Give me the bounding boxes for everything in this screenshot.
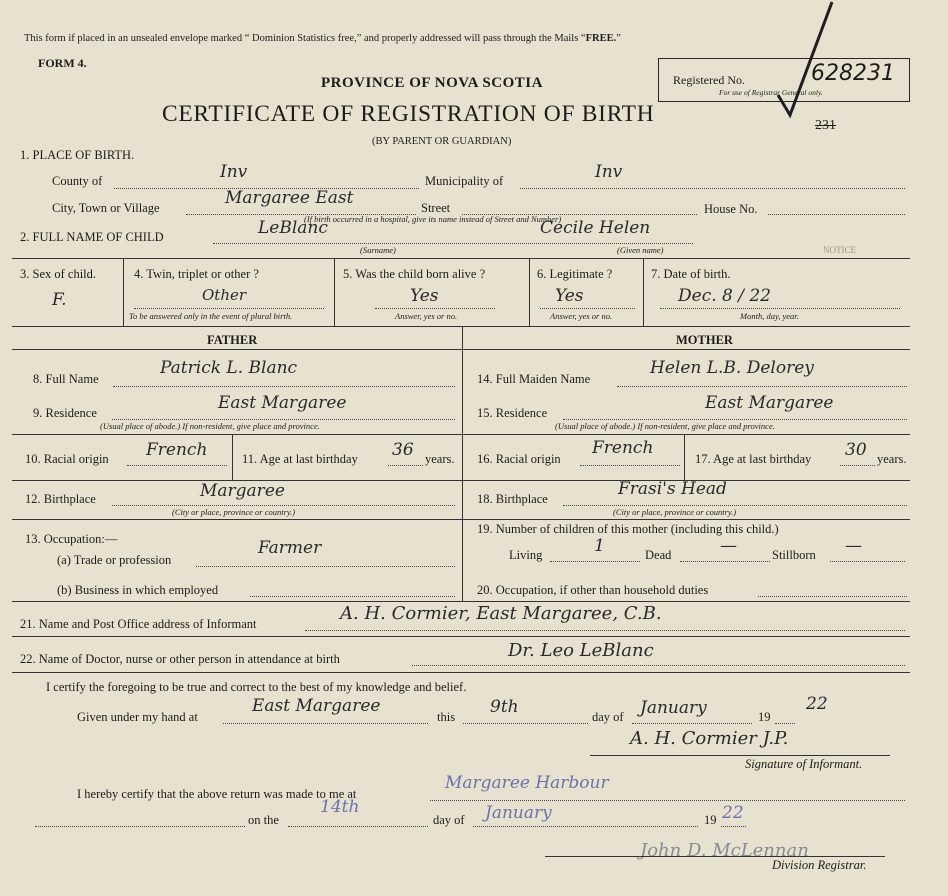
street-label: Street xyxy=(421,201,451,215)
house-no-label: House No. xyxy=(704,202,758,216)
on-the-label: on the xyxy=(248,813,279,827)
registrar-caption: Division Registrar. xyxy=(772,858,867,872)
given-under-label: Given under my hand at xyxy=(77,710,198,724)
father-residence-value: East Margaree xyxy=(218,393,347,413)
mother-name-value: Helen L.B. Delorey xyxy=(650,358,814,378)
father-racial-label: 10. Racial origin xyxy=(25,452,109,466)
checkmark-stroke xyxy=(770,0,840,135)
page-subtitle: (BY PARENT OR GUARDIAN) xyxy=(372,136,512,147)
this-label: this xyxy=(437,710,456,724)
registered-no-value: 628231 xyxy=(811,61,895,86)
mother-years-label: years. xyxy=(877,452,907,466)
father-name-label: 8. Full Name xyxy=(33,372,99,386)
mother-racial-value: French xyxy=(592,438,654,458)
father-years-label: years. xyxy=(425,452,455,466)
father-residence-note: (Usual place of abode.) If non-resident, give place and province. xyxy=(100,421,320,431)
county-label: County of xyxy=(52,174,103,188)
mother-racial-label: 16. Racial origin xyxy=(477,452,561,466)
given-month-value: January xyxy=(640,698,707,718)
registrar-signature: John D. McLennan xyxy=(640,840,809,861)
father-heading: FATHER xyxy=(207,333,258,347)
province-heading: PROVINCE OF NOVA SCOTIA xyxy=(321,75,543,91)
legitimate-value: Yes xyxy=(555,286,584,306)
twin-value: Other xyxy=(202,286,247,304)
child-surname-value: LeBlanc xyxy=(258,218,328,238)
father-trade-value: Farmer xyxy=(258,538,322,558)
registered-no-label: Registered No. xyxy=(673,73,745,87)
living-label: Living xyxy=(509,548,543,562)
father-age-value: 36 xyxy=(392,440,414,460)
dob-note: Month, day, year. xyxy=(740,311,799,321)
mother-children-label: 19. Number of children of this mother (including this child.) xyxy=(477,522,779,536)
born-alive-note: Answer, yes or no. xyxy=(395,311,458,321)
born-alive-label: 5. Was the child born alive ? xyxy=(343,267,486,281)
mother-age-value: 30 xyxy=(845,440,867,460)
notice-show-through: NOTICE xyxy=(823,245,856,255)
mailing-notice-text: This form if placed in an unsealed envelope marked “ Dominion Statistics free,” and properly addressed will pass through the Mails “ xyxy=(24,33,586,44)
father-birthplace-note: (City or place, province or country.) xyxy=(172,507,296,517)
mailing-notice-end: ” xyxy=(616,33,621,44)
certify-statement: I certify the foregoing to be true and correct to the best of my knowledge and belief. xyxy=(46,680,467,694)
registrar-year-value: 22 xyxy=(722,803,744,823)
father-birthplace-value: Margaree xyxy=(200,481,285,501)
mother-name-label: 14. Full Maiden Name xyxy=(477,372,591,386)
twin-label: 4. Twin, triplet or other ? xyxy=(134,267,259,281)
mother-heading: MOTHER xyxy=(676,333,733,347)
father-birthplace-label: 12. Birthplace xyxy=(25,492,96,506)
place-of-birth-label: 1. PLACE OF BIRTH. xyxy=(20,148,135,162)
stillborn-label: Stillborn xyxy=(772,548,816,562)
given-year-prefix: 19 xyxy=(758,710,771,724)
informant-label: 21. Name and Post Office address of Informant xyxy=(20,617,257,631)
father-trade-label: (a) Trade or profession xyxy=(57,553,172,567)
mailing-notice xyxy=(24,33,621,44)
born-alive-value: Yes xyxy=(410,286,439,306)
given-day-of-label: day of xyxy=(592,710,624,724)
mother-residence-label: 15. Residence xyxy=(477,406,548,420)
doctor-label: 22. Name of Doctor, nurse or other person in attendance at birth xyxy=(20,652,340,666)
living-value: 1 xyxy=(594,536,605,556)
child-name-label: 2. FULL NAME OF CHILD xyxy=(20,230,164,244)
given-place-value: East Margaree xyxy=(252,696,381,716)
doctor-value: Dr. Leo LeBlanc xyxy=(508,640,654,661)
struck-number: 231 xyxy=(815,118,836,133)
mother-occupation-label: 20. Occupation, if other than household duties xyxy=(477,583,709,597)
mother-residence-value: East Margaree xyxy=(705,393,834,413)
dob-label: 7. Date of birth. xyxy=(651,267,731,281)
page-title: CERTIFICATE OF REGISTRATION OF BIRTH xyxy=(162,101,655,127)
mother-age-label: 17. Age at last birthday xyxy=(695,452,812,466)
father-business-label: (b) Business in which employed xyxy=(57,583,219,597)
city-label: City, Town or Village xyxy=(52,201,160,215)
stillborn-value: — xyxy=(845,536,862,556)
signature-caption: Signature of Informant. xyxy=(745,757,863,771)
father-residence-label: 9. Residence xyxy=(33,406,97,420)
informant-signature: A. H. Cormier J.P. xyxy=(630,728,789,749)
father-age-label: 11. Age at last birthday xyxy=(242,452,358,466)
mother-birthplace-label: 18. Birthplace xyxy=(477,492,548,506)
registrar-day-of-label: day of xyxy=(433,813,465,827)
registrar-day-value: 14th xyxy=(320,797,360,817)
father-occupation-label: 13. Occupation:— xyxy=(25,532,118,546)
county-value: Inv xyxy=(220,162,248,182)
mother-birthplace-value: Frasi's Head xyxy=(618,479,727,499)
dead-value: — xyxy=(720,536,737,556)
father-name-value: Patrick L. Blanc xyxy=(160,358,298,378)
given-year-value: 22 xyxy=(806,694,828,714)
hospital-note: (If birth occurred in a hospital, give its name instead of Street and Number) xyxy=(304,214,562,224)
registrar-use-note: For use of Registrar General only. xyxy=(719,88,823,97)
sex-value: F. xyxy=(52,290,67,310)
registrar-year-prefix: 19 xyxy=(704,813,717,827)
informant-value: A. H. Cormier, East Margaree, C.B. xyxy=(340,603,662,624)
registrar-month-value: January xyxy=(485,803,552,823)
child-given-value: Cecile Helen xyxy=(540,218,651,238)
father-racial-value: French xyxy=(146,440,208,460)
registrar-statement: I hereby certify that the above return was made to me at xyxy=(77,787,357,801)
city-value: Margaree East xyxy=(225,188,354,208)
sex-label: 3. Sex of child. xyxy=(20,267,97,281)
municipality-label: Municipality of xyxy=(425,174,504,188)
municipality-value: Inv xyxy=(595,162,623,182)
legitimate-note: Answer, yes or no. xyxy=(550,311,613,321)
mailing-notice-free: FREE. xyxy=(585,33,617,44)
surname-caption: (Surname) xyxy=(360,245,396,255)
registrar-place-value: Margaree Harbour xyxy=(445,773,609,793)
legitimate-label: 6. Legitimate ? xyxy=(537,267,613,281)
given-day-value: 9th xyxy=(490,697,519,717)
form-number: FORM 4. xyxy=(38,56,87,70)
mother-residence-note: (Usual place of abode.) If non-resident, give place and province. xyxy=(555,421,775,431)
twin-note: To be answered only in the event of plural birth. xyxy=(129,311,293,321)
dob-value: Dec. 8 / 22 xyxy=(678,286,772,306)
dead-label: Dead xyxy=(645,548,672,562)
mother-birthplace-note: (City or place, province or country.) xyxy=(613,507,737,517)
given-caption: (Given name) xyxy=(617,245,664,255)
